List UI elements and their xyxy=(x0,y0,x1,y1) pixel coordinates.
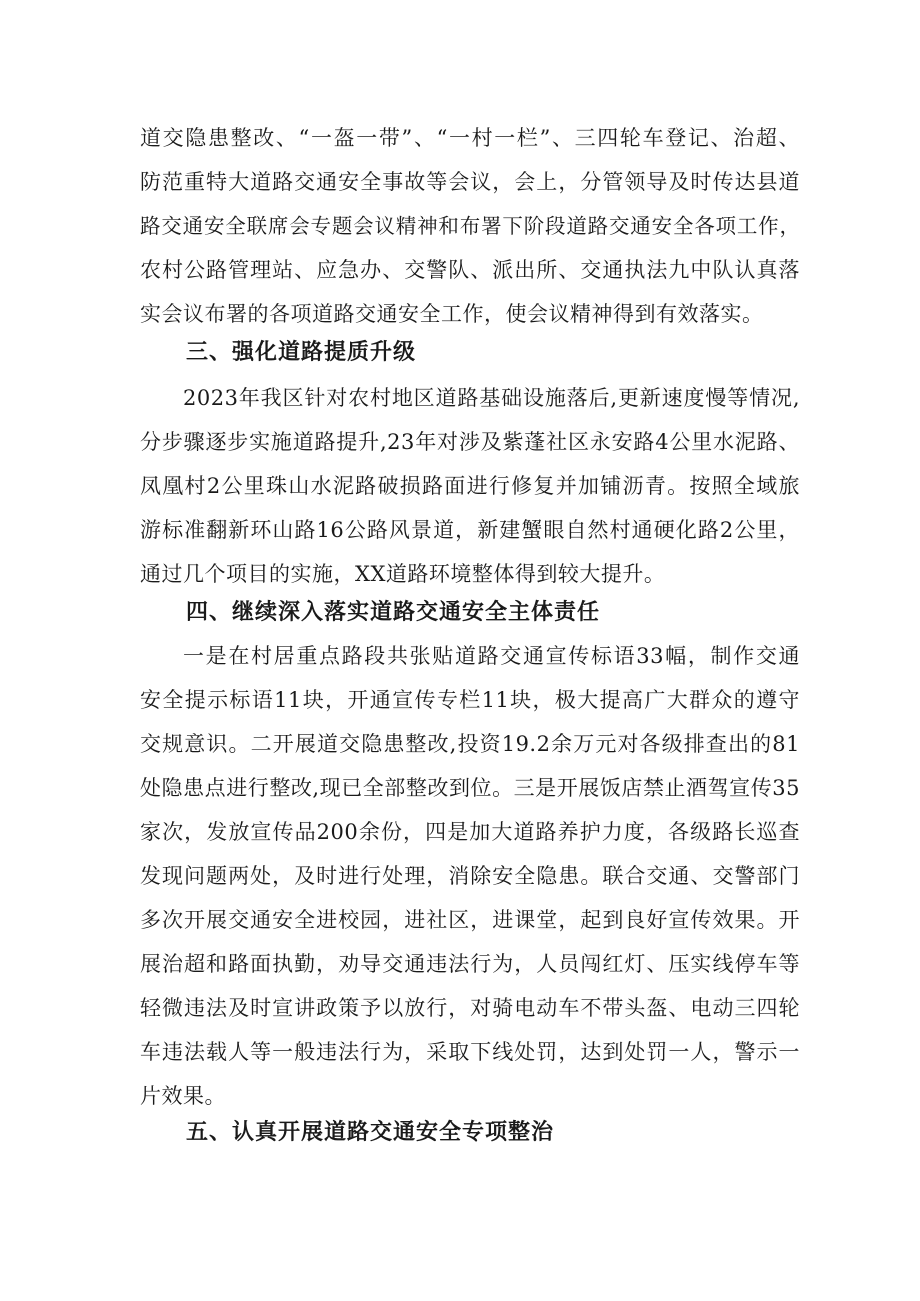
text-line: 安全提示标语11块，开通宣传专栏11块，极大提高广大群众的遵守 xyxy=(140,688,800,712)
section-heading-4: 四、继续深入落实道路交通安全主体责任 xyxy=(186,600,601,625)
text-line: 实会议布署的各项道路交通安全工作，使会议精神得到有效落实。 xyxy=(140,302,764,326)
text-line: 路交通安全联席会专题会议精神和布署下阶段道路交通安全各项工作， xyxy=(140,214,800,238)
text-line: 2023年我区针对农村地区道路基础设施落后,更新速度慢等情况, xyxy=(183,386,800,410)
text-line: 道交隐患整改、“一盔一带”、“一村一栏”、三四轮车登记、治超、 xyxy=(140,126,800,150)
text-line: 家次，发放宣传品200余份，四是加大道路养护力度，各级路长巡查 xyxy=(140,820,800,844)
text-line: 防范重特大道路交通安全事故等会议，会上，分管领导及时传达县道 xyxy=(140,170,800,194)
paragraph-meeting-implementation xyxy=(140,116,800,336)
text-line: 展治超和路面执勤，劝导交通违法行为，人员闯红灯、压实线停车等 xyxy=(140,952,800,976)
text-line: 车违法载人等一般违法行为，采取下线处罚，达到处罚一人，警示一 xyxy=(140,1040,800,1064)
text-line: 分步骤逐步实施道路提升,23年对涉及紫蓬社区永安路4公里水泥路、 xyxy=(140,430,800,454)
text-line: 游标准翻新环山路16公路风景道，新建蟹眼自然村通硬化路2公里， xyxy=(140,518,800,542)
paragraph-safety-responsibility xyxy=(140,634,800,1118)
text-line: 凤凰村2公里珠山水泥路破损路面进行修复并加铺沥青。按照全域旅 xyxy=(140,474,800,498)
text-line: 轻微违法及时宣讲政策予以放行，对骑电动车不带头盔、电动三四轮 xyxy=(140,996,800,1020)
text-line: 处隐患点进行整改,现已全部整改到位。三是开展饭店禁止酒驾宣传35 xyxy=(140,776,800,800)
text-line: 发现问题两处，及时进行处理，消除安全隐患。联合交通、交警部门 xyxy=(140,864,800,888)
section-heading-5: 五、认真开展道路交通安全专项整治 xyxy=(186,1120,555,1145)
text-line: 通过几个项目的实施，XX道路环境整体得到较大提升。 xyxy=(140,562,666,586)
paragraph-road-upgrade xyxy=(140,376,800,596)
text-line: 片效果。 xyxy=(140,1084,226,1108)
section-heading-3: 三、强化道路提质升级 xyxy=(186,340,417,365)
text-line: 农村公路管理站、应急办、交警队、派出所、交通执法九中队认真落 xyxy=(140,258,800,282)
text-line: 交规意识。二开展道交隐患整改,投资19.2余万元对各级排查出的81 xyxy=(140,732,800,756)
text-line: 一是在村居重点路段共张贴道路交通宣传标语33幅，制作交通 xyxy=(183,644,800,668)
text-line: 多次开展交通安全进校园，进社区，进课堂，起到良好宣传效果。开 xyxy=(140,908,800,932)
